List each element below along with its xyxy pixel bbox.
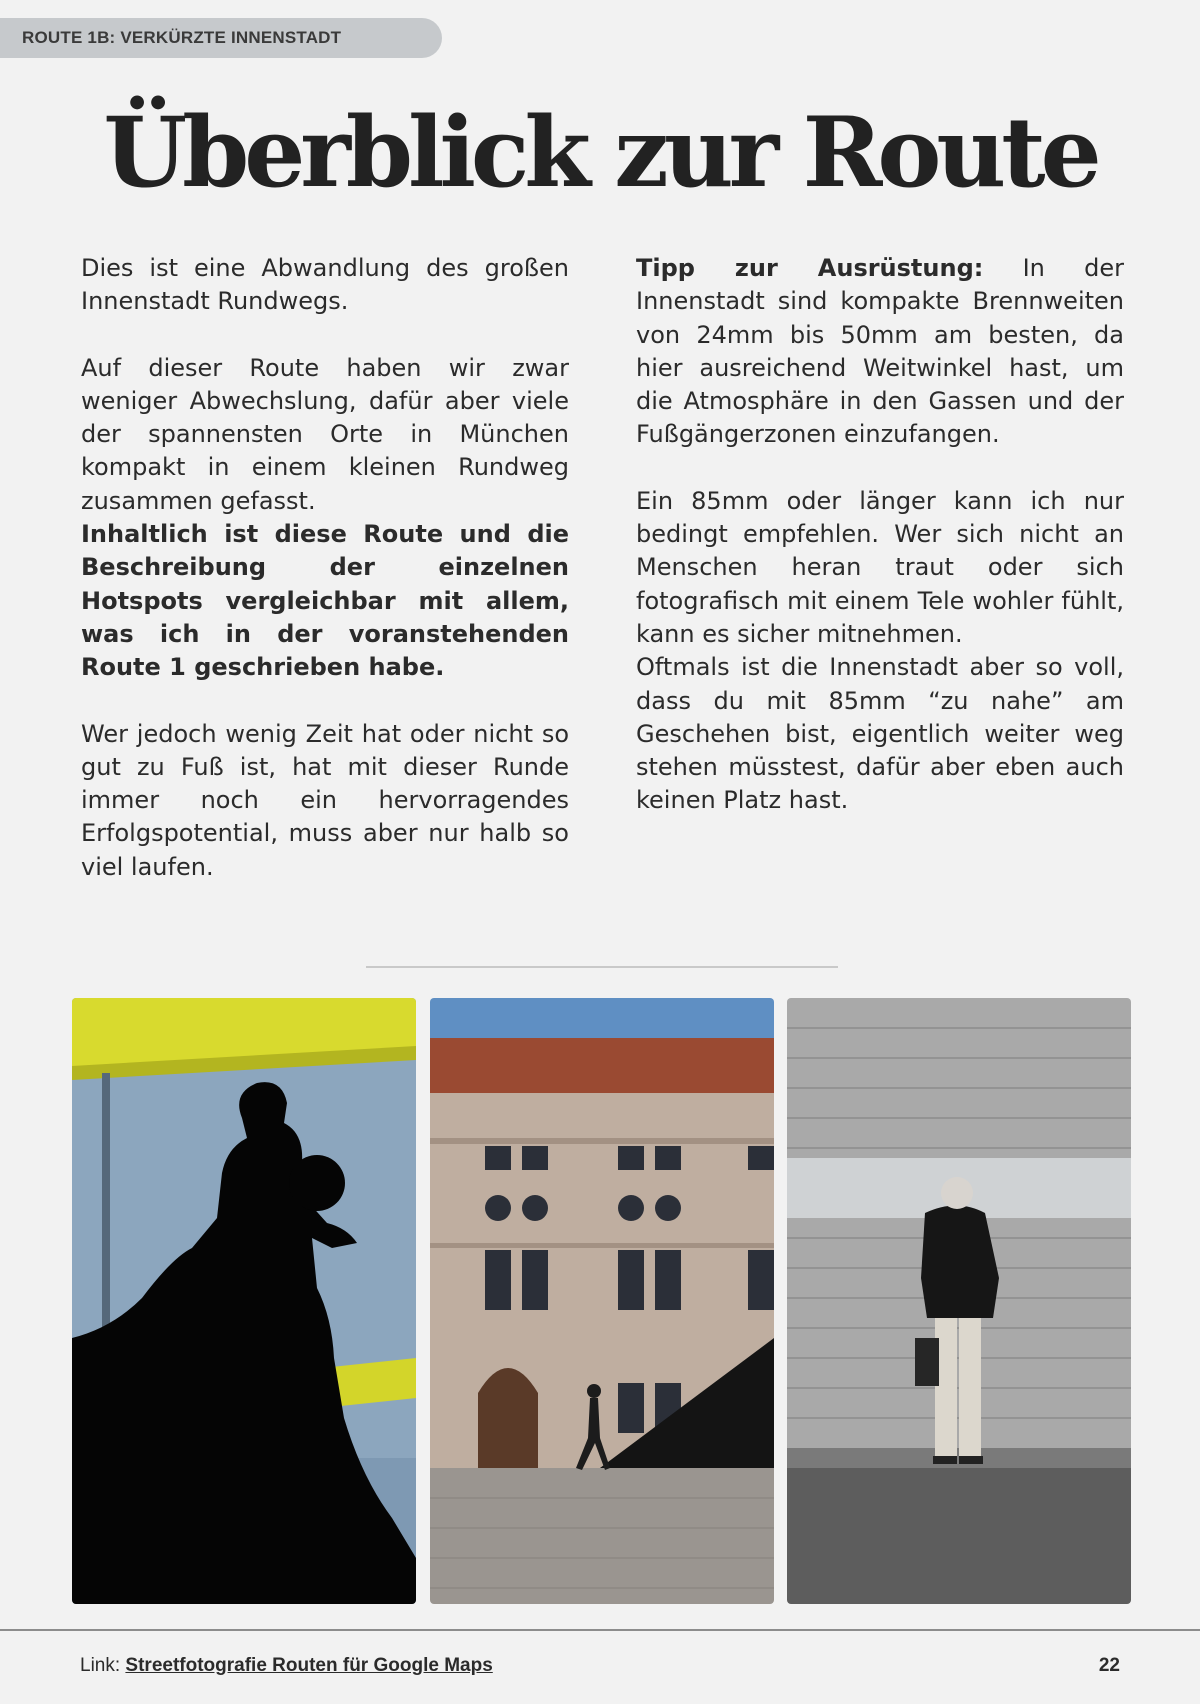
footer-link-prefix: Link: xyxy=(80,1655,126,1676)
left-text-column xyxy=(81,252,569,884)
right-text-column xyxy=(636,252,1124,818)
section-divider xyxy=(366,966,838,968)
google-maps-routes-link[interactable]: Streetfotografie Routen für Google Maps xyxy=(125,1655,493,1676)
tele-lens-paragraph: Ein 85mm oder länger kann ich nur bedingt empfehlen. Wer sich nicht an Menschen heran traut oder sich fotografisch mit einem Tele wohler fühlt, kann es sicher mitnehmen. xyxy=(636,486,1124,648)
intro-paragraph: Dies ist eine Abwandlung des großen Innenstadt Rundwegs. xyxy=(81,254,569,316)
page-title: Überblick zur Route xyxy=(103,96,1097,209)
page-number: 22 xyxy=(1098,1655,1120,1676)
photo-palace-facade xyxy=(430,998,774,1604)
route-tag: ROUTE 1B: VERKÜRZTE INNENSTADT xyxy=(0,18,442,58)
crowd-paragraph: Oftmals ist die Innenstadt aber so voll, dass du mit 85mm “zu nahe” am Geschehen bist, eigentlich weiter weg stehen müsstest, dafür aber eben auch keinen Platz hast. xyxy=(636,653,1124,815)
footer-divider xyxy=(0,1629,1200,1631)
photo-silhouette-awning xyxy=(72,998,416,1604)
route-description-paragraph: Auf dieser Route haben wir zwar weniger Abwechslung, dafür aber viele der spannensten Orte in München kompakt in einem kleinen Rundweg zusammen gefasst. xyxy=(81,353,569,515)
footer-link-line xyxy=(80,1655,493,1677)
time-paragraph: Wer jedoch wenig Zeit hat oder nicht so gut zu Fuß ist, hat mit dieser Runde immer noch ein hervorragendes Erfolgspotential, muss aber nur halb so viel laufen. xyxy=(81,719,569,881)
equipment-tip-paragraph: Tipp zur Ausrüstung: In der Innenstadt sind kompakte Brennweiten von 24mm bis 50mm am besten, da hier ausreichend Weitwinkel hast, um die Atmosphäre in den Gassen und der Fußgängerzonen einzufangen. xyxy=(636,254,1124,449)
photo-man-at-shutter xyxy=(787,998,1131,1604)
comparison-paragraph: Inhaltlich ist diese Route und die Beschreibung der einzelnen Hotspots vergleichbar mit allem, was ich in der voranstehenden Route 1 geschrieben habe. xyxy=(81,520,569,682)
